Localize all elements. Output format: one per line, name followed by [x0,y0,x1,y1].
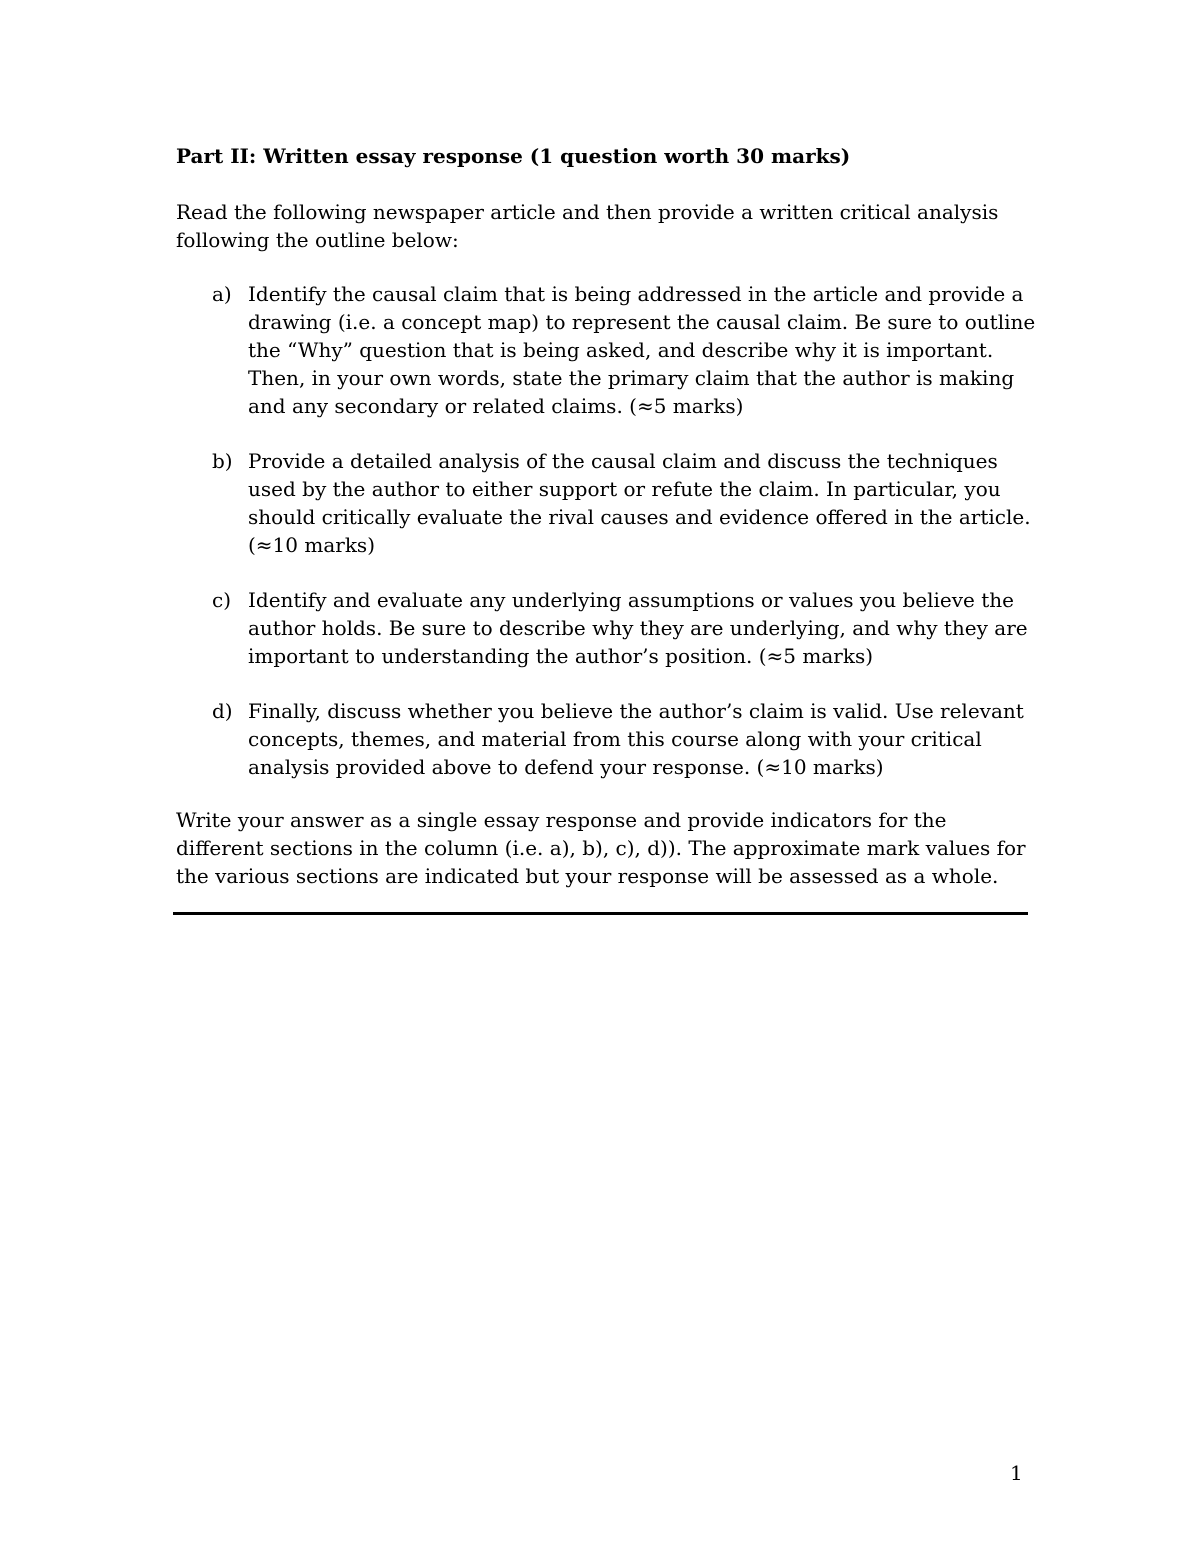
page-number: 1 [1010,1461,1023,1485]
list-item-d [176,697,1036,781]
list-item-text: Finally, discuss whether you believe the author’s claim is valid. Use relevant concepts, themes, and material from this course along with your critical analysis provided above to defend your response. (≈10 marks) [248,699,1024,779]
section-heading: Part II: Written essay response (1 question worth 30 marks) [176,144,851,168]
list-item-a [176,280,1036,420]
list-marker: c) [212,588,232,612]
outline-list [176,280,1036,781]
list-item-text: Identify the causal claim that is being addressed in the article and provide a drawing (i.e. a concept map) to represent the causal claim. Be sure to outline the “Why” question that is being asked, and describe why it is important. Then, in your own words, state the primary claim that the author is making and any secondary or related claims. (≈5 marks) [248,282,1036,418]
horizontal-rule [173,912,1028,915]
list-marker: a) [212,282,232,306]
intro-paragraph: Read the following newspaper article and then provide a written critical analysis following the outline below: [176,200,999,252]
closing-paragraph: Write your answer as a single essay response and provide indicators for the different sections in the column (i.e. a), b), c), d)). The approximate mark values for the various sections are indicated but your response will be assessed as a whole. [176,808,1026,888]
page-content [176,142,1036,890]
list-marker: d) [212,699,233,723]
list-marker: b) [212,449,233,473]
list-item-c [176,586,1036,670]
list-item-b [176,447,1036,559]
list-item-text: Identify and evaluate any underlying assumptions or values you believe the author holds. Be sure to describe why they are underlying, and why they are important to understanding the author’s position. (≈5 marks) [248,588,1028,668]
list-item-text: Provide a detailed analysis of the causal claim and discuss the techniques used by the author to either support or refute the claim. In particular, you should critically evaluate the rival causes and evidence offered in the article. (≈10 marks) [248,449,1031,557]
